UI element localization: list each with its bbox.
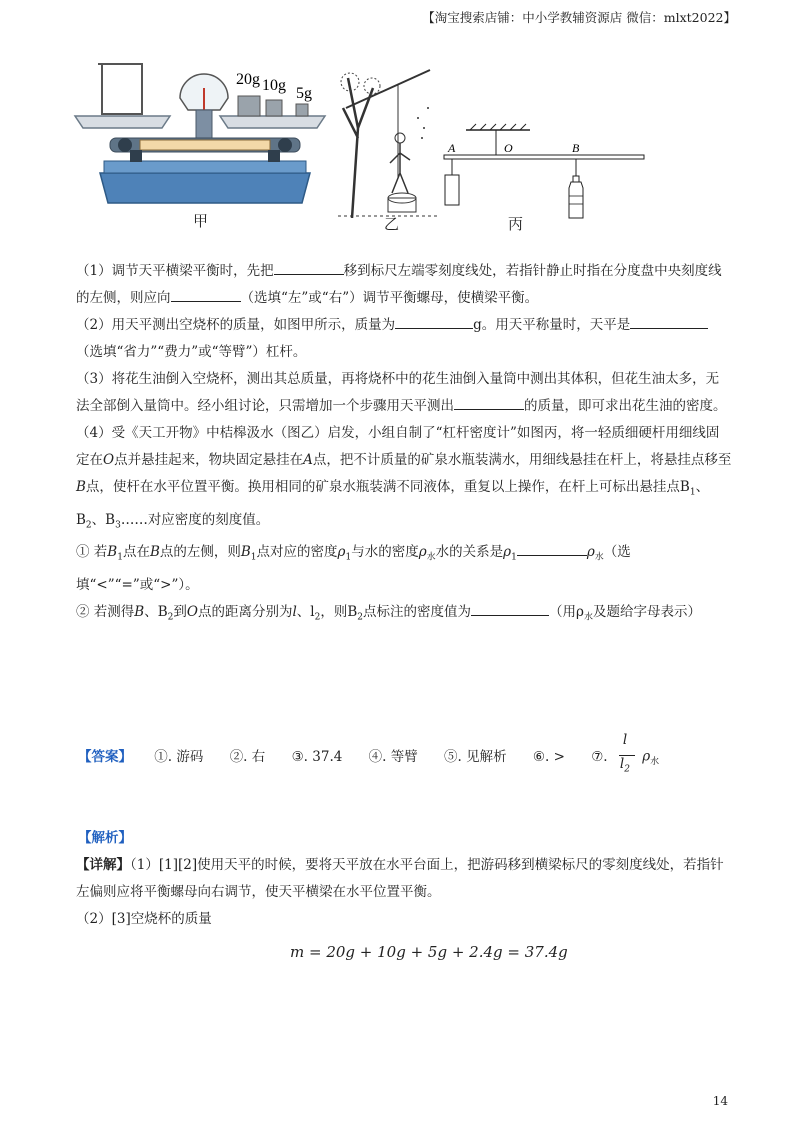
answer-rho: ρ (642, 748, 651, 765)
answer-blank-6[interactable] (517, 539, 587, 556)
question-3: （3）将花生油倒入空烧杯，测出其总质量，再将烧杯中的花生油倒入量筒中测出其体积，但花生油太多，无法全部倒入量筒中。经小组讨论，只需增加一个步骤用天平测出 的质量，即可求出花生油的密度。 (76, 371, 727, 414)
detail-section (76, 852, 736, 933)
figure-label-bing: 丙 (508, 215, 524, 233)
weight-label-20g: 20g (236, 71, 260, 88)
question-4-sub-1: ① 若$B_1$点在B点的左侧，则$B_1$点对应的密度$\rho_1$与水的密度$\rho_水$水的关系是$\rho_1$ $\rho_水$（选填“<”“=”或“>”）。 (76, 539, 732, 599)
point-label-a: A (448, 141, 456, 155)
answer-fraction: $\frac{l}{l_2}$ (616, 738, 638, 776)
well-sweep-illustration (338, 68, 438, 218)
analysis-label: 【解析】 (78, 830, 132, 846)
lever-densitometer-diagram (440, 122, 650, 232)
point-label-b: B (572, 141, 580, 155)
weight-label-10g: 10g (262, 77, 286, 94)
answer-blank-5[interactable] (454, 393, 524, 410)
figure-label-jia: 甲 (193, 212, 209, 230)
figures (70, 58, 660, 238)
question-content (76, 258, 732, 632)
answer-item-2: ②. 右 (229, 748, 266, 765)
question-2: （2）用天平测出空烧杯的质量，如图甲所示，质量为 g。用天平称量时，天平是（选填“省力”“费力”或“等臂”）杠杆。 (76, 312, 732, 366)
point-label-o: O (504, 141, 513, 155)
mass-formula: m = 20g + 10g + 5g + 2.4g = 37.4g (290, 943, 568, 961)
answer-rho-water: 水 (650, 757, 660, 768)
figure-label-yi: 乙 (384, 215, 400, 233)
question-4: （4）受《天工开物》中桔槔汲水（图乙）启发，小组自制了“杠杆密度计”如图丙，将一轻质细硬杆用细线固定在O点并悬挂起来，物块固定悬挂在A点，把不计质量的矿泉水瓶装满水，用细线悬挂在杆上，将悬挂点移至B点，使杆在水平位置平衡。换用相同的矿泉水瓶装满不同液体，重复以上操作，在杆上可标出悬挂点$B_1$、$B_2$、$B_3\dots\dots$对应密度的刻度值。 (76, 425, 732, 531)
answer-section (78, 732, 718, 775)
answer-blank-1[interactable] (274, 258, 344, 275)
answer-label: 【答案】 (78, 748, 132, 765)
answer-blank-3[interactable] (395, 312, 473, 329)
page-number: 14 (712, 1094, 728, 1108)
detail-paragraph-2: （2）[3]空烧杯的质量 (76, 911, 212, 927)
answer-blank-7[interactable] (471, 599, 549, 616)
answer-item-3: ③. 37.4 (291, 748, 343, 765)
header-note: 【淘宝搜索店铺：中小学教辅资源店 微信：mlxt2022】 (422, 10, 736, 25)
detail-paragraph-1: 【详解】（1）[1][2]使用天平的时候，要将天平放在水平台面上，把游码移到横梁标尺的零刻度线处，若指针左偏则应将平衡螺母向右调节，使天平横梁在水平位置平衡。 (76, 857, 724, 900)
balance-illustration (70, 58, 330, 218)
answer-item-7: ⑦. (591, 748, 608, 765)
answer-item-1: ①. 游码 (154, 748, 204, 765)
answer-item-6: ⑥. > (532, 748, 565, 765)
answer-item-5: ⑤. 见解析 (444, 748, 507, 765)
question-1: （1）调节天平横梁平衡时，先把 移到标尺左端零刻度线处，若指针静止时指在分度盘中央刻度线的左侧，则应向 （选填“左”或“右”）调节平衡螺母，使横梁平衡。 (76, 258, 732, 312)
weight-label-5g: 5g (296, 85, 312, 102)
answer-blank-2[interactable] (171, 285, 241, 302)
answer-blank-4[interactable] (630, 312, 708, 329)
answer-item-4: ④. 等臂 (368, 748, 418, 765)
question-4-sub-2: ② 若测得B、$B_2$到O点的距离分别为l、$l_2$，则$B_2$点标注的密度值为 （用$\rho_水$及题给字母表示） (76, 599, 732, 632)
